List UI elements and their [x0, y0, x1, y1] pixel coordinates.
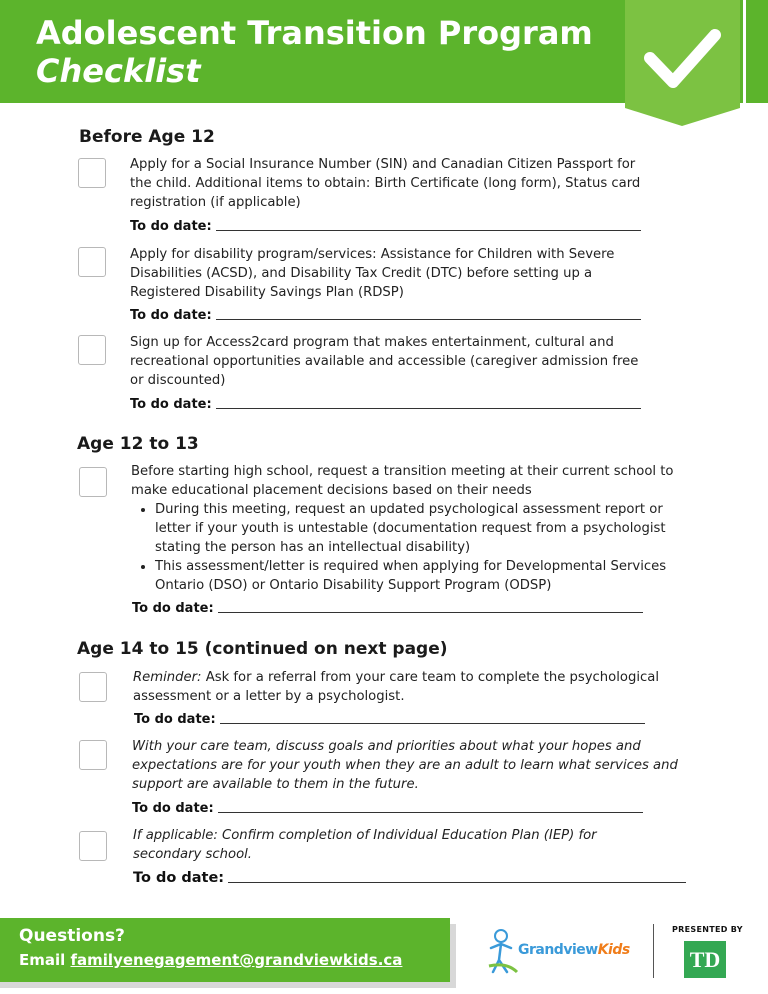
td-logo: TD — [684, 941, 726, 978]
todo-date-field[interactable] — [130, 219, 641, 234]
todo-label: To do date: — [132, 601, 214, 616]
checkbox[interactable] — [78, 158, 106, 188]
checkbox[interactable] — [78, 335, 106, 365]
todo-date-field[interactable] — [132, 801, 643, 816]
questions-heading: Questions? — [19, 926, 125, 946]
title-line-1: Adolescent Transition Program — [36, 14, 593, 52]
section-heading-before-12: Before Age 12 — [79, 127, 215, 147]
checklist-item-text: Apply for a Social Insurance Number (SIN) and Canadian Citizen Passport for the child. Additional items to obtain: Birth Certificate (long form), Status card registration (if applicable) — [130, 157, 641, 210]
checklist-item-text — [133, 668, 693, 706]
email-link[interactable]: familyenegagement@grandviewkids.ca — [70, 951, 403, 969]
page-title — [36, 14, 593, 90]
checklist-item-text: With your care team, discuss goals and priorities about what your hopes and expectations are for your youth when they are an adult to learn what services and support are available to them in the future. — [132, 739, 678, 792]
checklist-item-text: If applicable: Confirm completion of Individual Education Plan (IEP) for secondary school. — [133, 828, 597, 862]
logo-wordmark: GrandviewKids — [518, 942, 630, 958]
list-item: • This assessment/letter is required when applying for Developmental Services Ontario (DSO) or Ontario Disability Support Program (ODSP) — [155, 557, 691, 595]
checklist-item-text: Before starting high school, request a transition meeting at their current school to make educational placement decisions based on their needs — [131, 464, 674, 498]
presented-by-label: PRESENTED BY — [672, 925, 743, 934]
todo-label: To do date: — [130, 219, 212, 234]
checklist-item-text: Apply for disability program/services: Assistance for Children with Severe Disabilities (ACSD), and Disability Tax Credit (DTC) before setting up a Registered Disability Savings Plan (RDSP) — [130, 247, 615, 300]
todo-date-field[interactable] — [133, 870, 686, 886]
todo-date-field[interactable] — [132, 601, 643, 616]
todo-date-field[interactable] — [134, 712, 645, 727]
email-prefix: Email — [19, 951, 71, 969]
checklist-item — [131, 462, 691, 595]
todo-date-field[interactable] — [130, 308, 641, 323]
title-line-2: Checklist — [36, 52, 201, 90]
list-item: • During this meeting, request an updated psychological assessment report or letter if your youth is untestable (documentation request from a psychologist stating the person has an intellectual disability) — [155, 500, 691, 557]
checkbox[interactable] — [79, 740, 107, 770]
reminder-label: Reminder: — [133, 670, 202, 685]
bullet-list — [131, 500, 691, 595]
todo-label: To do date: — [134, 712, 216, 727]
reminder-text: Ask for a referral from your care team to complete the psychological assessment or a letter by a psychologist. — [133, 670, 659, 704]
footer-banner — [0, 918, 450, 982]
todo-date-field[interactable] — [130, 397, 641, 412]
todo-label: To do date: — [130, 397, 212, 412]
checkbox[interactable] — [79, 672, 107, 702]
checklist-item-text: Sign up for Access2card program that makes entertainment, cultural and recreational opportunities available and accessible (caregiver admission free or discounted) — [130, 335, 639, 388]
checkbox[interactable] — [79, 467, 107, 497]
todo-label: To do date: — [130, 308, 212, 323]
footer-divider — [653, 924, 654, 978]
todo-label: To do date: — [133, 870, 225, 886]
checkbox[interactable] — [78, 247, 106, 277]
email-line — [19, 951, 402, 969]
header-stripe — [743, 0, 746, 103]
section-heading-age-14-15: Age 14 to 15 (continued on next page) — [77, 639, 448, 659]
checkmark-icon — [625, 0, 740, 126]
todo-label: To do date: — [132, 801, 214, 816]
checkbox[interactable] — [79, 831, 107, 861]
section-heading-age-12-13: Age 12 to 13 — [77, 434, 199, 454]
